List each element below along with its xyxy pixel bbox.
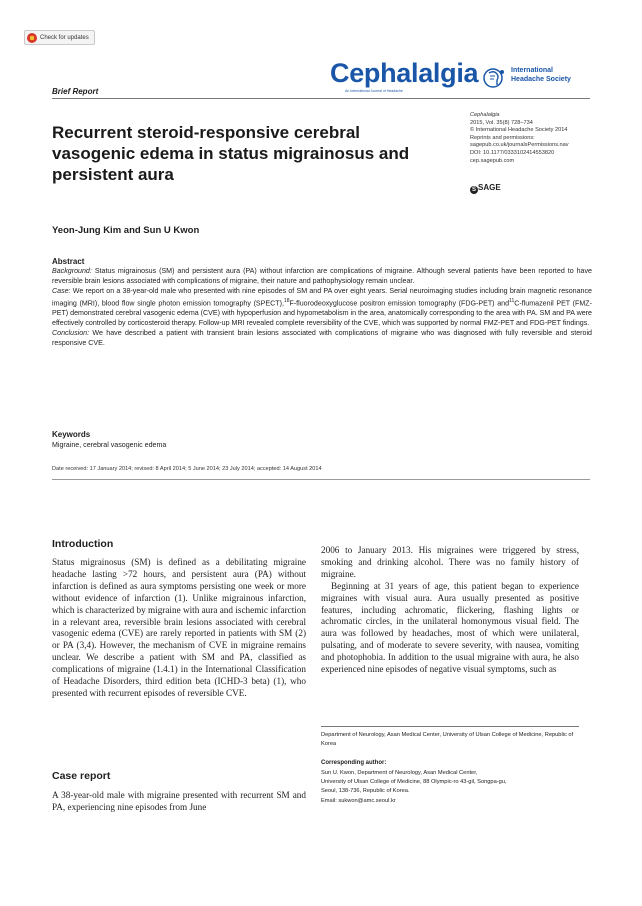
- meta-doi[interactable]: DOI: 10.1177/0333102414553820: [470, 149, 555, 156]
- affiliation: Department of Neurology, Asan Medical Center, University of Ulsan College of Medicine, Republic of Korea: [321, 732, 574, 747]
- check-for-updates-button[interactable]: [24, 30, 95, 45]
- sup-18: 18: [283, 297, 290, 304]
- right-paragraph-1: 2006 to January 2013. His migraines were triggered by stress, smoking and drinking alcohol. There was no family history of migraine.: [321, 545, 579, 579]
- case-report-text: A 38-year-old male with migraine presented with recurrent SM and PA, experiencing nine episodes from June: [52, 790, 306, 812]
- section-divider: [52, 479, 590, 480]
- meta-journal: Cephalalgia: [470, 112, 500, 118]
- corresponding-email[interactable]: Email: sukwon@amc.seoul.kr: [321, 797, 396, 804]
- journal-subtitle: An International Journal of Headache: [345, 89, 403, 93]
- meta-reprints: Reprints and permissions:: [470, 134, 535, 141]
- abstract-conclusion: [52, 329, 592, 349]
- meta-journal-url[interactable]: cep.sagepub.com: [470, 157, 515, 164]
- article-title: Recurrent steroid-responsive cerebral vasogenic edema in status migrainosus and persistent aura: [52, 123, 410, 184]
- keywords-heading: Keywords: [52, 430, 91, 439]
- abstract-case-text-c: C-flumazenil PET (FMZ-PET) demonstrated cerebral vasogenic edema (CVE) with hypoperfusion and hypometabolism in the area, anatomically corresponding to the area with PA. SM and PA were effectively controlled by corticosteroid therapy. Follow-up MRI revealed complete reversibility of the CVE, which was supported by normal FMZ-PET and FDG-PET findings.: [52, 299, 592, 327]
- crossmark-icon: [27, 33, 37, 43]
- case-report-heading: Case report: [52, 770, 111, 782]
- corresponding-line-1: Sun U. Kwon, Department of Neurology, Asan Medical Center,: [321, 770, 478, 776]
- headache-society-name: [511, 67, 571, 84]
- keywords-text: Migraine, cerebral vasogenic edema: [52, 441, 167, 449]
- check-for-updates-label: Check for updates: [40, 34, 89, 41]
- case-report-body: [52, 790, 306, 814]
- meta-copyright: © International Headache Society 2014: [470, 127, 568, 134]
- society-line-2: Headache Society: [511, 75, 571, 83]
- affiliation-divider: [321, 726, 579, 727]
- abstract-heading: Abstract: [52, 257, 85, 266]
- abstract-background: [52, 267, 592, 287]
- article-dates: Date received: 17 January 2014; revised: 8 April 2014; 5 June 2014; 23 July 2014; accepted: 14 August 2014: [52, 466, 322, 472]
- publisher-name: SAGE: [478, 183, 501, 192]
- article-type: Brief Report: [52, 87, 99, 96]
- abstract-background-text: Status migrainosus (SM) and persistent aura (PA) without infarction are complications of migraine. Although several patients have been reported to have reversible brain lesions associated with complications of migraine, their nature and pathophysiology remain unclear.: [52, 267, 592, 285]
- journal-name: Cephalalgia: [330, 58, 479, 88]
- abstract-conclusion-text: We have described a patient with transient brain lesions associated with complications of migraine who was diagnosed with fully reversible and steroid responsive CVE.: [52, 328, 593, 347]
- corresponding-line-2: University of Ulsan College of Medicine, 88 Olympic-ro 43-gil, Songpa-gu,: [321, 779, 507, 786]
- abstract-background-label: Background:: [52, 267, 92, 275]
- header-divider: [52, 98, 590, 99]
- meta-volume: 2015, Vol. 35(8) 728–734: [470, 119, 533, 126]
- abstract: [52, 257, 592, 349]
- right-column-body: [321, 545, 579, 676]
- introduction-body: [52, 557, 306, 700]
- corresponding-line-3: Seoul, 138-736, Republic of Korea.: [321, 788, 410, 795]
- corresponding-author-heading: Corresponding author:: [321, 760, 387, 766]
- abstract-case-text-a: We report on a 38-year-old male who presented with nine episodes of SM and PA over eight years. Serial neuroimaging studies including brain magnetic resonance imaging (MRI), blood flow single photon emission tomography (SPECT),: [52, 286, 592, 308]
- sage-icon: S: [471, 187, 476, 193]
- publication-meta: [470, 112, 610, 165]
- sup-11: 11: [509, 297, 515, 304]
- meta-permissions-link[interactable]: sagepub.co.uk/journalsPermissions.nav: [470, 142, 569, 149]
- headache-society-logo-icon: [482, 66, 506, 90]
- authors: Yeon-Jung Kim and Sun U Kwon: [52, 225, 200, 236]
- abstract-case-label: Case:: [52, 286, 71, 295]
- abstract-case: [52, 287, 592, 329]
- introduction-text: Status migrainosus (SM) is defined as a debilitating migraine headache lasting >72 hours, and persistent aura (PA) without infarction is defined as aura symptoms persisting one week or more without evidence of infarction (1). Unlike migrainous infarction, which is characterized by migraine with aura and ischemic infarction in a relevant area, reversible brain lesions associated with cerebral vasogenic edema (CVE) are rarely reported in patients with SM (2) or PA (3,4). However, the mechanism of CVE in migraine remains unclear. We describe a patient with SM and PA, classified as complications of migraine (1.4.1) in the International Classification of Headache Disorders, third edition beta (ICHD-3 beta) (1), who presented with recurrent episodes of reversible CVE.: [52, 557, 306, 698]
- publisher-logo: [470, 183, 501, 194]
- corresponding-author: [321, 769, 591, 806]
- introduction-heading: Introduction: [52, 538, 114, 550]
- abstract-conclusion-label: Conclusion:: [52, 328, 90, 337]
- right-paragraph-2: Beginning at 31 years of age, this patient began to experience migraines with visual aura. Aura usually presented as positive features, including achromatic, flickering, flashing lights or achromatic circles, in the unilateral homonymous visual field. The aura was followed by headaches, most of which were unilateral, pulsating, and of moderate to severe severity, with nausea, vomiting and photophobia. In addition to the usual migraine with aura, he also experienced nine episodes of negative visual symptoms, such as: [321, 580, 579, 675]
- abstract-case-text-b: F-fluorodeoxyglucose positron emission tomography (FDG-PET) and: [289, 299, 510, 308]
- society-line-1: International: [511, 67, 554, 74]
